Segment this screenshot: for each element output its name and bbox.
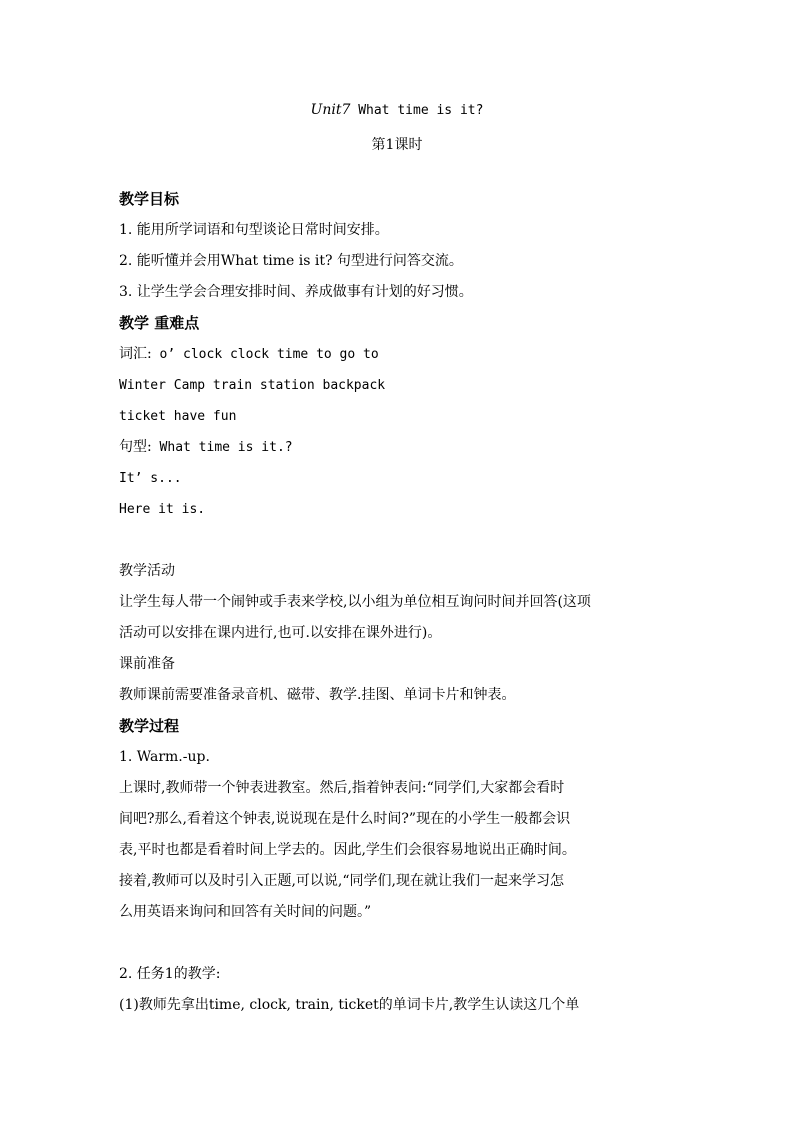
pattern-line: It’ s... xyxy=(119,471,182,486)
title-text: What time is it? xyxy=(350,103,484,118)
process-heading: 教学过程 xyxy=(119,717,180,735)
vocab-line xyxy=(119,339,679,370)
objectives-heading: 教学目标 xyxy=(119,190,180,208)
vocab-label: 词汇: xyxy=(119,346,152,362)
document-title xyxy=(0,102,794,118)
document-body xyxy=(119,184,679,1021)
vocab-words: o’ clock clock time to go to xyxy=(151,347,379,362)
step1-title: 1. Warm.-up. xyxy=(119,749,210,765)
step2-title: 2. 任务1的教学: xyxy=(119,966,221,982)
objective-item: 2. 能听懂并会用What time is it? 句型进行问答交流。 xyxy=(119,253,463,269)
unit-label: Unit7 xyxy=(310,102,351,118)
step1-line: 么用英语来询问和回答有关时间的问题。” xyxy=(119,904,372,920)
vocab-line: ticket have fun xyxy=(119,409,237,424)
activities-heading: 教学活动 xyxy=(119,563,175,579)
lesson-label: 第1课时 xyxy=(371,137,423,153)
key-points-heading: 教学 重难点 xyxy=(119,314,200,332)
objective-item: 1. 能用所学词语和句型谈论日常时间安排。 xyxy=(119,222,389,238)
prep-line: 教师课前需要准备录音机、磁带、教学.挂图、单词卡片和钟表。 xyxy=(119,687,516,703)
step1-line: 表,平时也都是看着时间上学去的。因此,学生们会很容易地说出正确时间。 xyxy=(119,842,576,858)
pattern-label: 句型: xyxy=(119,439,152,455)
step1-line: 接着,教师可以及时引入正题,可以说,“同学们,现在就让我们一起来学习怎 xyxy=(119,873,564,889)
step2-line: (1)教师先拿出time, clock, train, ticket的单词卡片,教学生认读这几个单 xyxy=(119,997,580,1013)
objective-item: 3. 让学生学会合理安排时间、养成做事有计划的好习惯。 xyxy=(119,284,473,300)
activities-line: 让学生每人带一个闹钟或手表来学校,以小组为单位相互询问时间并回答(这项 xyxy=(119,594,591,610)
vocab-line: Winter Camp train station backpack xyxy=(119,378,386,393)
pattern-line: Here it is. xyxy=(119,502,206,517)
prep-heading: 课前准备 xyxy=(119,656,175,672)
step1-line: 上课时,教师带一个钟表进教室。然后,指着钟表问:“同学们,大家都会看时 xyxy=(119,780,565,796)
activities-line: 活动可以安排在课内进行,也可.以安排在课外进行)。 xyxy=(119,625,442,641)
step1-line: 间吧?那么,看着这个钟表,说说现在是什么时间?”现在的小学生一般都会识 xyxy=(119,811,571,827)
pattern-line xyxy=(119,432,679,463)
pattern-words: What time is it.? xyxy=(151,440,293,455)
